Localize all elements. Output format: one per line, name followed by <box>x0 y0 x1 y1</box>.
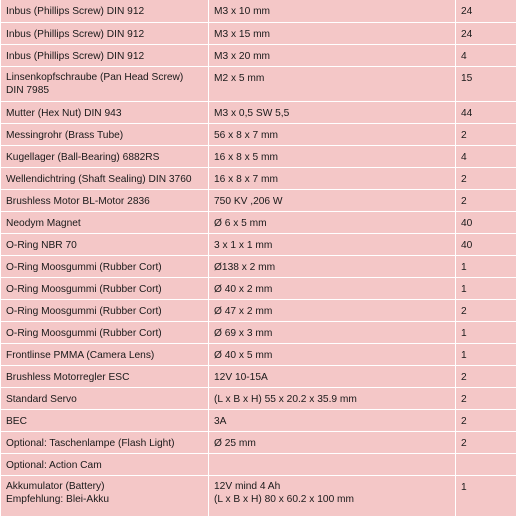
part-spec-cell-text <box>214 322 455 340</box>
part-qty-cell-text <box>461 278 516 296</box>
part-spec-cell-line: Ø 6 x 5 mm <box>214 218 267 229</box>
part-spec-cell-text <box>214 278 455 296</box>
part-qty-cell-line: 2 <box>461 394 467 405</box>
part-name-cell <box>1 212 209 234</box>
part-qty-cell-line: 2 <box>461 416 467 427</box>
part-spec-cell <box>209 388 456 410</box>
part-qty-cell <box>456 256 516 278</box>
part-spec-cell-line: Ø138 x 2 mm <box>214 262 276 273</box>
part-spec-cell-text <box>214 146 455 164</box>
part-spec-cell-line: 3A <box>214 416 227 427</box>
part-name-cell-line: DIN 7985 <box>6 85 50 96</box>
table-row <box>1 278 516 300</box>
part-spec-cell <box>209 0 456 23</box>
part-spec-cell-text <box>214 256 455 274</box>
part-qty-cell-text <box>461 212 516 230</box>
part-spec-cell <box>209 102 456 124</box>
part-spec-cell <box>209 300 456 322</box>
part-spec-cell <box>209 366 456 388</box>
part-qty-cell-text <box>461 476 516 494</box>
part-qty-cell-line: 4 <box>461 152 467 163</box>
part-name-cell-text <box>6 256 208 274</box>
part-qty-cell-line: 44 <box>461 108 473 119</box>
part-qty-cell-text <box>461 322 516 340</box>
part-spec-cell-text <box>214 168 455 186</box>
part-name-cell-text <box>6 476 208 506</box>
part-spec-cell-text <box>214 476 455 506</box>
part-name-cell-text <box>6 300 208 318</box>
part-name-cell-text <box>6 322 208 340</box>
part-name-cell-line: Optional: Action Cam <box>6 460 102 471</box>
part-qty-cell-text <box>461 344 516 362</box>
part-qty-cell-text <box>461 410 516 428</box>
part-name-cell-text <box>6 212 208 230</box>
part-name-cell-text <box>6 102 208 120</box>
part-spec-cell-text <box>214 212 455 230</box>
part-spec-cell <box>209 67 456 102</box>
part-spec-cell-line: 3 x 1 x 1 mm <box>214 240 273 251</box>
part-spec-cell-line: M3 x 20 mm <box>214 51 271 62</box>
part-spec-cell-text <box>214 67 455 85</box>
part-spec-cell-line: 12V mind 4 Ah <box>214 481 281 492</box>
part-spec-cell <box>209 146 456 168</box>
part-spec-cell <box>209 124 456 146</box>
part-qty-cell <box>456 300 516 322</box>
part-name-cell <box>1 256 209 278</box>
table-row <box>1 410 516 432</box>
part-name-cell-text <box>6 234 208 252</box>
part-name-cell-line: Messingrohr (Brass Tube) <box>6 130 124 141</box>
table-row <box>1 256 516 278</box>
part-name-cell <box>1 366 209 388</box>
part-name-cell <box>1 388 209 410</box>
part-qty-cell <box>456 102 516 124</box>
part-name-cell <box>1 102 209 124</box>
part-spec-cell <box>209 190 456 212</box>
parts-table-body <box>1 0 516 516</box>
part-spec-cell <box>209 344 456 366</box>
part-spec-cell-line: 12V 10-15A <box>214 372 268 383</box>
part-qty-cell-line: 4 <box>461 51 467 62</box>
part-name-cell-text <box>6 388 208 406</box>
part-name-cell-text <box>6 67 208 97</box>
part-name-cell-text <box>6 278 208 296</box>
part-name-cell <box>1 67 209 102</box>
part-spec-cell-text <box>214 366 455 384</box>
part-qty-cell <box>456 23 516 45</box>
table-row <box>1 234 516 256</box>
part-qty-cell <box>456 234 516 256</box>
part-qty-cell <box>456 366 516 388</box>
part-name-cell <box>1 0 209 23</box>
part-qty-cell-text <box>461 190 516 208</box>
part-qty-cell-line: 2 <box>461 372 467 383</box>
part-qty-cell-text <box>461 366 516 384</box>
part-qty-cell <box>456 344 516 366</box>
part-name-cell-text <box>6 432 208 450</box>
part-qty-cell-text <box>461 300 516 318</box>
table-row <box>1 476 516 516</box>
part-qty-cell-line: 15 <box>461 73 473 84</box>
part-qty-cell-line: 24 <box>461 29 473 40</box>
table-row <box>1 0 516 23</box>
part-name-cell-text <box>6 190 208 208</box>
part-qty-cell-text <box>461 146 516 164</box>
part-qty-cell <box>456 168 516 190</box>
part-name-cell-text <box>6 146 208 164</box>
part-name-cell-text <box>6 168 208 186</box>
part-qty-cell <box>456 146 516 168</box>
part-qty-cell <box>456 432 516 454</box>
table-row <box>1 300 516 322</box>
part-name-cell <box>1 454 209 476</box>
part-qty-cell-line: 2 <box>461 438 467 449</box>
part-name-cell-line: Linsenkopfschraube (Pan Head Screw) <box>6 72 184 83</box>
table-row <box>1 124 516 146</box>
table-row <box>1 388 516 410</box>
part-name-cell-line: O-Ring Moosgummi (Rubber Cort) <box>6 306 162 317</box>
part-spec-cell-line: Ø 47 x 2 mm <box>214 306 273 317</box>
part-qty-cell-text <box>461 102 516 120</box>
part-name-cell-text <box>6 366 208 384</box>
table-row <box>1 23 516 45</box>
part-spec-cell-text <box>214 102 455 120</box>
part-qty-cell-text <box>461 256 516 274</box>
part-spec-cell <box>209 234 456 256</box>
table-row <box>1 322 516 344</box>
table-row <box>1 146 516 168</box>
table-row <box>1 168 516 190</box>
part-name-cell <box>1 344 209 366</box>
part-qty-cell-line: 40 <box>461 240 473 251</box>
part-spec-cell-line: M3 x 10 mm <box>214 6 271 17</box>
part-qty-cell <box>456 45 516 67</box>
part-spec-cell-text <box>214 300 455 318</box>
part-name-cell-line: Inbus (Phillips Screw) DIN 912 <box>6 51 145 62</box>
part-qty-cell-text <box>461 45 516 63</box>
part-name-cell <box>1 322 209 344</box>
table-row <box>1 344 516 366</box>
part-qty-cell-text <box>461 0 516 18</box>
part-name-cell-line: O-Ring Moosgummi (Rubber Cort) <box>6 328 162 339</box>
part-name-cell <box>1 476 209 516</box>
part-name-cell <box>1 300 209 322</box>
part-qty-cell-text <box>461 432 516 450</box>
table-row <box>1 102 516 124</box>
part-spec-cell <box>209 322 456 344</box>
part-name-cell-line: Inbus (Phillips Screw) DIN 912 <box>6 6 145 17</box>
part-name-cell-line: Brushless Motorregler ESC <box>6 372 130 383</box>
part-name-cell-line: Mutter (Hex Nut) DIN 943 <box>6 108 122 119</box>
table-row <box>1 67 516 102</box>
part-spec-cell-text <box>214 410 455 428</box>
part-qty-cell-line: 1 <box>461 262 467 273</box>
part-qty-cell <box>456 190 516 212</box>
part-name-cell-text <box>6 45 208 63</box>
part-name-cell-line: Inbus (Phillips Screw) DIN 912 <box>6 29 145 40</box>
part-qty-cell <box>456 0 516 23</box>
part-name-cell-line: Neodym Magnet <box>6 218 81 229</box>
part-spec-cell-line: Ø 25 mm <box>214 438 256 449</box>
part-spec-cell-text <box>214 344 455 362</box>
table-row <box>1 454 516 476</box>
part-spec-cell <box>209 432 456 454</box>
part-qty-cell <box>456 124 516 146</box>
part-spec-cell <box>209 212 456 234</box>
part-name-cell <box>1 146 209 168</box>
part-spec-cell-line: M2 x 5 mm <box>214 73 265 84</box>
part-name-cell-text <box>6 124 208 142</box>
part-qty-cell-text <box>461 23 516 41</box>
part-name-cell-line: O-Ring Moosgummi (Rubber Cort) <box>6 284 162 295</box>
part-qty-cell-line: 1 <box>461 350 467 361</box>
part-spec-cell-text <box>214 124 455 142</box>
part-spec-cell <box>209 168 456 190</box>
part-spec-cell <box>209 23 456 45</box>
part-qty-cell <box>456 454 516 476</box>
part-spec-cell-text <box>214 190 455 208</box>
part-name-cell-line: Kugellager (Ball-Bearing) 6882RS <box>6 152 160 163</box>
part-name-cell-line: Akkumulator (Battery) <box>6 481 105 492</box>
part-qty-cell-text <box>461 388 516 406</box>
part-qty-cell <box>456 410 516 432</box>
part-qty-cell-line: 2 <box>461 196 467 207</box>
part-qty-cell-line: 2 <box>461 130 467 141</box>
part-spec-cell-text <box>214 454 455 459</box>
part-name-cell <box>1 23 209 45</box>
part-qty-cell-text <box>461 168 516 186</box>
part-spec-cell <box>209 476 456 516</box>
part-name-cell-line: Standard Servo <box>6 394 77 405</box>
part-name-cell-text <box>6 0 208 18</box>
part-name-cell-line: Optional: Taschenlampe (Flash Light) <box>6 438 175 449</box>
part-spec-cell-line: M3 x 15 mm <box>214 29 271 40</box>
table-row <box>1 432 516 454</box>
part-qty-cell-text <box>461 67 516 85</box>
table-row <box>1 212 516 234</box>
part-name-cell <box>1 124 209 146</box>
part-spec-cell-line: 16 x 8 x 7 mm <box>214 174 278 185</box>
part-name-cell-text <box>6 23 208 41</box>
part-name-cell-line: BEC <box>6 416 27 427</box>
part-name-cell <box>1 234 209 256</box>
part-name-cell-line: O-Ring NBR 70 <box>6 240 77 251</box>
part-name-cell <box>1 410 209 432</box>
part-qty-cell-line: 1 <box>461 482 467 493</box>
part-name-cell-text <box>6 344 208 362</box>
part-name-cell-line: Wellendichtring (Shaft Sealing) DIN 3760 <box>6 174 192 185</box>
part-spec-cell-text <box>214 234 455 252</box>
part-spec-cell-line: (L x B x H) 80 x 60.2 x 100 mm <box>214 494 355 505</box>
table-row <box>1 366 516 388</box>
part-spec-cell <box>209 410 456 432</box>
part-qty-cell-line: 2 <box>461 174 467 185</box>
part-spec-cell-line: 56 x 8 x 7 mm <box>214 130 278 141</box>
part-qty-cell-line: 24 <box>461 6 473 17</box>
part-name-cell-line: Frontlinse PMMA (Camera Lens) <box>6 350 155 361</box>
part-spec-cell-text <box>214 45 455 63</box>
part-name-cell <box>1 278 209 300</box>
part-spec-cell-line: Ø 69 x 3 mm <box>214 328 273 339</box>
part-spec-cell-text <box>214 23 455 41</box>
part-qty-cell <box>456 278 516 300</box>
part-spec-cell-line: 16 x 8 x 5 mm <box>214 152 278 163</box>
part-spec-cell-line: Ø 40 x 5 mm <box>214 350 273 361</box>
part-qty-cell <box>456 388 516 410</box>
part-name-cell-line: Empfehlung: Blei-Akku <box>6 494 110 505</box>
part-name-cell-text <box>6 454 208 472</box>
part-spec-cell-line: (L x B x H) 55 x 20.2 x 35.9 mm <box>214 394 357 405</box>
table-row <box>1 190 516 212</box>
part-qty-cell <box>456 212 516 234</box>
part-name-cell <box>1 45 209 67</box>
part-name-cell <box>1 168 209 190</box>
part-qty-cell-text <box>461 454 516 459</box>
part-qty-cell-text <box>461 124 516 142</box>
part-spec-cell-line: 750 KV ,206 W <box>214 196 283 207</box>
part-spec-cell <box>209 256 456 278</box>
part-spec-cell <box>209 454 456 476</box>
part-name-cell <box>1 432 209 454</box>
part-qty-cell-text <box>461 234 516 252</box>
part-spec-cell-text <box>214 388 455 406</box>
table-row <box>1 45 516 67</box>
part-qty-cell-line: 1 <box>461 284 467 295</box>
part-qty-cell <box>456 476 516 516</box>
part-spec-cell-text <box>214 0 455 18</box>
part-spec-cell-text <box>214 432 455 450</box>
part-spec-cell-line: Ø 40 x 2 mm <box>214 284 273 295</box>
part-spec-cell <box>209 45 456 67</box>
part-qty-cell-line: 1 <box>461 328 467 339</box>
part-spec-cell <box>209 278 456 300</box>
part-qty-cell-line: 40 <box>461 218 473 229</box>
part-name-cell-line: Brushless Motor BL-Motor 2836 <box>6 196 150 207</box>
part-name-cell <box>1 190 209 212</box>
part-qty-cell <box>456 67 516 102</box>
part-spec-cell-line: M3 x 0,5 SW 5,5 <box>214 108 290 119</box>
part-qty-cell-line: 2 <box>461 306 467 317</box>
part-qty-cell <box>456 322 516 344</box>
part-name-cell-text <box>6 410 208 428</box>
part-name-cell-line: O-Ring Moosgummi (Rubber Cort) <box>6 262 162 273</box>
